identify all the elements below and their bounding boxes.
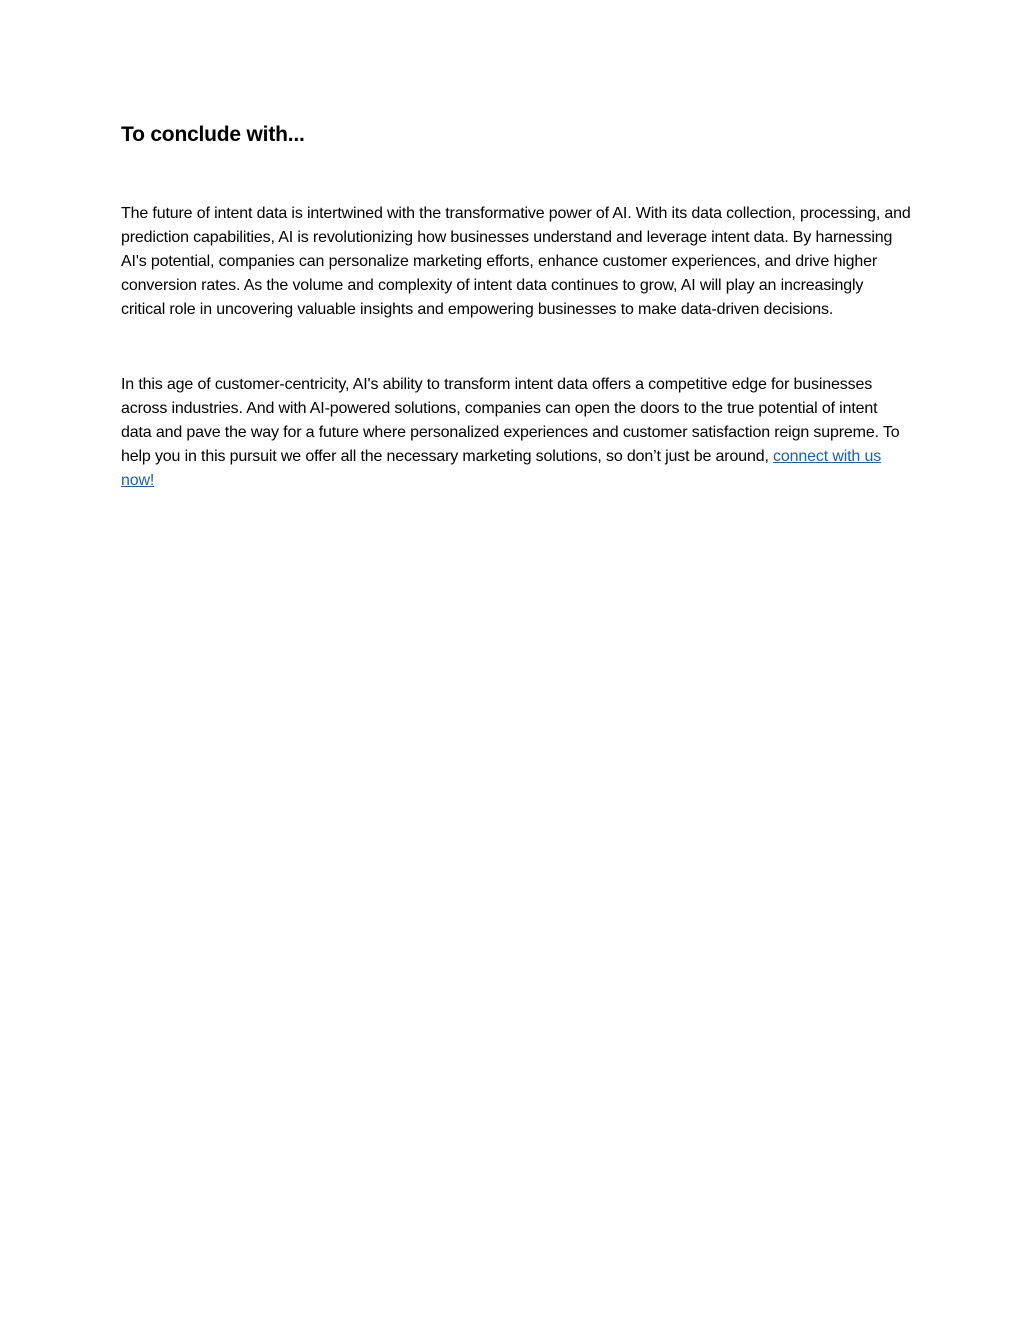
paragraph-intro: The future of intent data is intertwined with the transformative power of AI. With its data collection, processing, and prediction capabilities, AI is revolutionizing how businesses understand and leverage intent data. By harnessing AI's potential, companies can personalize marketing efforts, enhance customer experiences, and drive higher conversion rates. As the volume and complexity of intent data continues to grow, AI will play an increasingly critical role in uncovering valuable insights and empowering businesses to make data-driven decisions.	[121, 205, 911, 318]
document-content	[121, 120, 911, 493]
paragraph-closing-text: In this age of customer-centricity, AI's ability to transform intent data offers a competitive edge for businesses across industries. And with AI-powered solutions, companies can open the doors to the true potential of intent data and pave the way for a future where personalized experiences and customer satisfaction reign supreme. To help you in this pursuit we offer all the necessary marketing solutions, so don’t just be around,	[121, 376, 900, 465]
section-heading: To conclude with...	[121, 123, 305, 146]
connect-link[interactable]: connect with us now!	[121, 448, 882, 489]
paragraph-closing	[121, 373, 911, 493]
